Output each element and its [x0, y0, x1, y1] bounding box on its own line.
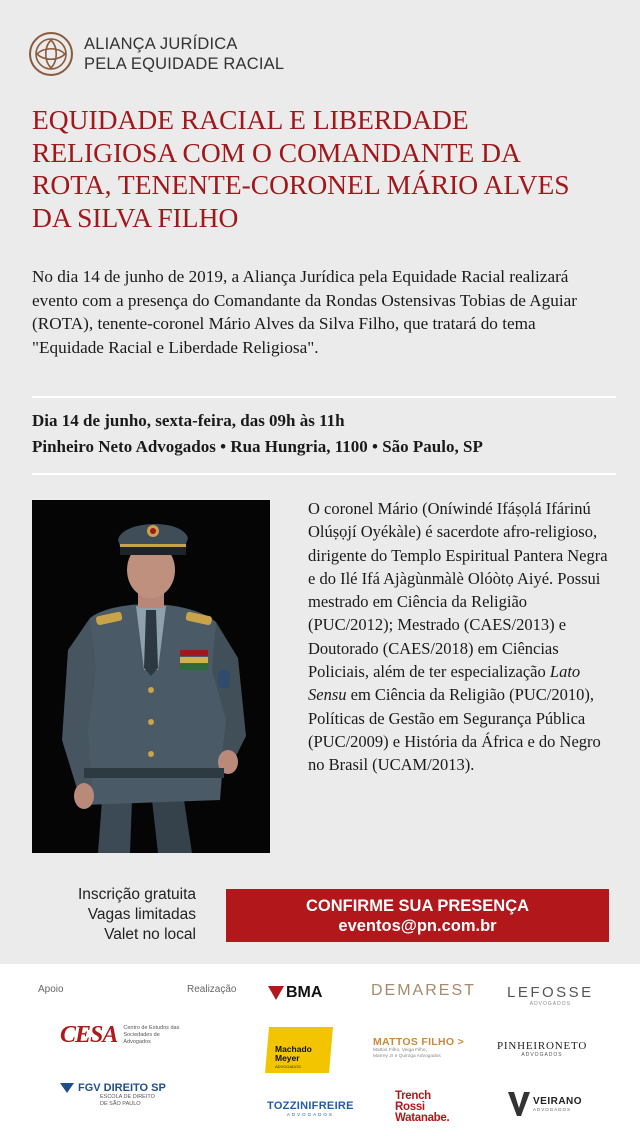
intro-paragraph: No dia 14 de junho de 2019, a Aliança Jurídica pela Equidade Racial realizará evento com a presença do Comandante da Rondas Ostensivas Tobias de Aguiar (ROTA), tenente-coronel Mário Alves da Silva Filho, que tratará do tema "Equidade Racial e Liberdade Religiosa".	[32, 267, 577, 357]
sponsor-lefosse	[507, 984, 594, 1007]
sponsor-cesa	[60, 1022, 185, 1049]
machado-meyer-subtitle: ADVOGADOS	[275, 1064, 301, 1069]
lefosse-logo: LEFOSSE	[507, 984, 594, 1001]
veirano-subtitle: ADVOGADOS	[533, 1107, 572, 1112]
alianca-logo-icon	[28, 31, 74, 77]
machado-meyer-logo: Machado Meyer	[275, 1044, 312, 1063]
event-location: Pinheiro Neto Advogados • Rua Hungria, 1100 • São Paulo, SP	[32, 437, 483, 456]
sponsor-fgv	[60, 1082, 166, 1108]
sponsor-machado-meyer	[265, 1027, 333, 1073]
note-limited-spots: Vagas limitadas	[87, 906, 196, 923]
bma-logo: BMA	[286, 984, 323, 1001]
speaker-bio-text: O coronel Mário (Oníwindé Ifáṣọlá Ifárinú Olúṣọjí Oyékàle) é sacerdote afro-religioso, dirigente do Templo Espiritual Pantera Negra e do Ilé Ifá Ajàgùnmàlè Olóòtọ Aiyé. Possui mestrado em Ciência da Religião (PUC/2012); Mestrado (CAES/2013) e Doutorado (CAES/2018) em Ciências Policiais, além de ter especialização	[308, 499, 608, 682]
mattos-filho-subtitle: Mattos Filho, Veiga Filho, Marrey Jr e Quiroga Advogados	[373, 1048, 441, 1059]
sponsor-veirano	[508, 1092, 582, 1116]
tozzini-freire-logo: TOZZINIFREIRE	[267, 1100, 354, 1112]
sponsor-tozzini-freire	[267, 1100, 354, 1117]
note-free-registration: Inscrição gratuita	[77, 886, 196, 903]
veirano-v-icon	[508, 1092, 530, 1116]
registration-notes	[78, 885, 196, 945]
cta-email: eventos@pn.com.br	[338, 916, 497, 935]
sponsor-pinheiro-neto	[497, 1040, 587, 1058]
speaker-bio-text-continued: em Ciência da Religião (PUC/2010), Políticas de Gestão em Segurança Pública (PUC/2009) e História da África e do Negro no Brasil (UCAM/2013).	[308, 685, 601, 775]
header	[28, 30, 284, 78]
sponsor-bma	[268, 984, 322, 1002]
org-name-line1: ALIANÇA JURÍDICA	[84, 35, 238, 53]
bma-mark-icon	[268, 986, 284, 1000]
cta-label: CONFIRME SUA PRESENÇA	[305, 896, 530, 915]
fgv-subtitle: ESCOLA DE DIREITO DE SÃO PAULO	[100, 1094, 155, 1107]
apoio-label: Apoio	[38, 984, 64, 995]
lefosse-subtitle: ADVOGADOS	[529, 1001, 571, 1007]
pinheiro-neto-logo: PINHEIRONETO	[497, 1040, 588, 1052]
pinheiro-neto-subtitle: ADVOGADOS	[521, 1052, 563, 1058]
trench-line3: Watanabe.	[395, 1112, 450, 1124]
divider-bottom	[32, 473, 616, 475]
divider-top	[32, 396, 616, 398]
trench-line1: Trench	[395, 1090, 431, 1102]
event-title: EQUIDADE RACIAL E LIBERDADE RELIGIOSA COM O COMANDANTE DA ROTA, TENENTE-CORONEL MÁRIO ALVES DA SILVA FILHO	[32, 104, 570, 233]
veirano-logo: VEIRANO	[533, 1096, 583, 1107]
sponsor-demarest: DEMAREST	[371, 982, 476, 999]
fgv-logo: FGV DIREITO SP	[78, 1082, 166, 1094]
cesa-logo: CESA	[60, 1022, 118, 1048]
fgv-arrow-icon	[60, 1083, 74, 1093]
org-name-line2: PELA EQUIDADE RACIAL	[84, 55, 285, 73]
speaker-bio-italic: Lato Sensu	[308, 662, 581, 705]
cesa-subtitle: Centro de Estudos das Sociedades de Advogados	[123, 1025, 180, 1045]
realizacao-label: Realização	[187, 984, 237, 995]
org-name	[84, 34, 284, 74]
confirm-presence-button[interactable]	[226, 889, 609, 942]
sponsors-footer	[0, 964, 640, 1136]
speaker-figure-icon	[32, 500, 270, 853]
note-valet: Valet no local	[104, 926, 196, 943]
sponsor-trench-rossi-watanabe	[395, 1091, 449, 1124]
speaker-photo	[32, 500, 270, 853]
speaker-bio	[308, 497, 608, 777]
mattos-filho-logo: MATTOS FILHO >	[373, 1036, 465, 1048]
tozzini-freire-subtitle: ADVOGADOS	[286, 1112, 334, 1117]
trench-line2: Rossi	[395, 1101, 425, 1113]
sponsor-mattos-filho	[373, 1036, 473, 1060]
event-date-time: Dia 14 de junho, sexta-feira, das 09h às 11h	[32, 411, 345, 430]
